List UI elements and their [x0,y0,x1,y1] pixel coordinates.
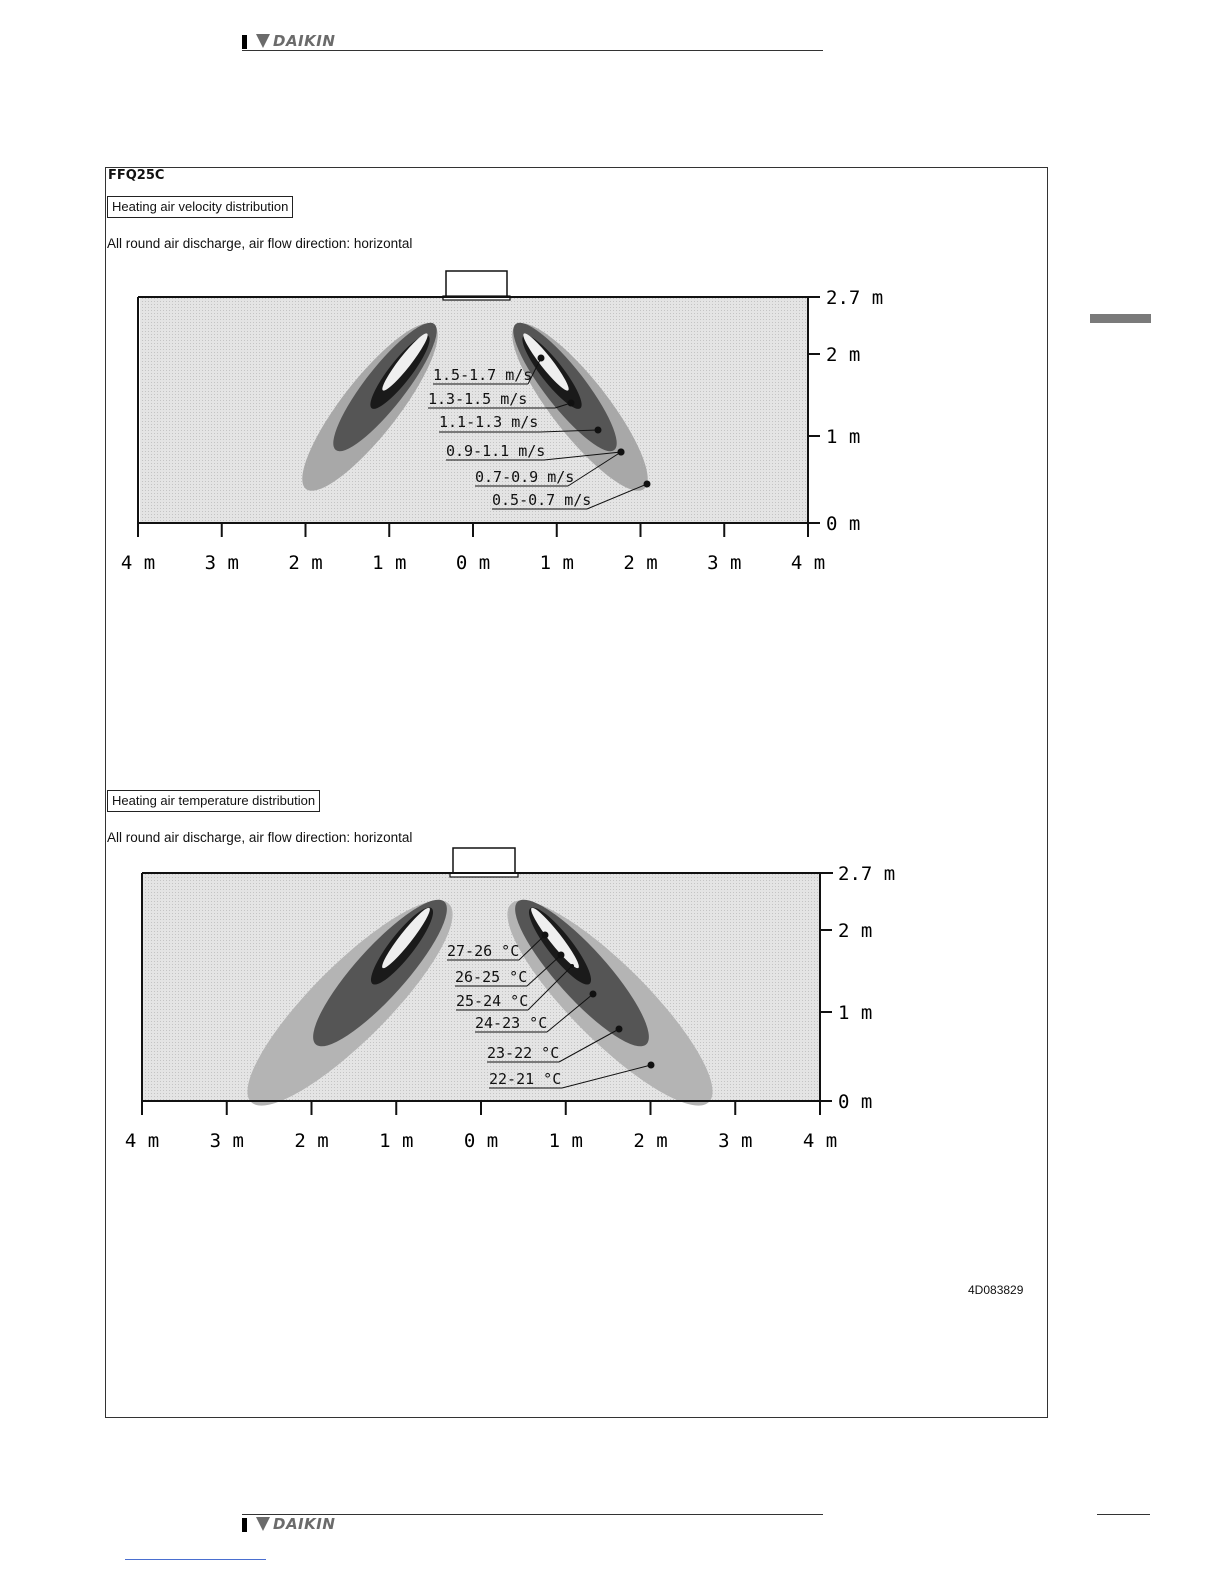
velocity-section-title: Heating air velocity distribution [107,196,293,218]
t-x-tick-label-2: 2 m [294,1130,329,1152]
v-x-tick-label-0: 4 m [120,552,156,574]
temperature-y-ticks [820,863,895,1113]
footer-side-line [1097,1514,1150,1515]
t-x-tick-label-7: 3 m [718,1130,753,1152]
t-x-tick-label-1: 3 m [209,1130,244,1152]
header-rule [242,50,823,51]
temperature-zone-4-label: 24-23 °C [475,1014,548,1032]
v-y-tick-label-1: 2 m [826,344,861,366]
v-x-tick-label-8: 4 m [790,552,826,574]
velocity-zone-6-label: 0.5-0.7 m/s [492,491,592,509]
footer-stripe [242,1518,247,1532]
t-y-tick-label-1: 2 m [838,920,873,942]
t-x-tick-label-3: 1 m [379,1130,414,1152]
velocity-zone-5-label: 0.7-0.9 m/s [475,468,575,486]
velocity-distribution-diagram [100,262,920,582]
v-x-tick-label-7: 3 m [707,552,742,574]
v-y-tick-label-0: 2.7 m [826,287,884,309]
footer-brand-text: DAIKIN [273,1515,336,1533]
model-title: FFQ25C [108,168,165,183]
header-stripe [242,35,247,49]
t-y-tick-label-2: 1 m [838,1002,873,1024]
velocity-zone-4-label: 0.9-1.1 m/s [446,442,546,460]
velocity-zone-1-label: 1.5-1.7 m/s [433,366,533,384]
velocity-zone-3-label: 1.1-1.3 m/s [439,413,539,431]
t-x-tick-label-0: 4 m [124,1130,160,1152]
indoor-unit-icon-2 [453,848,515,874]
temperature-plot-area [142,873,820,1101]
temperature-zone-5-label: 23-22 °C [487,1044,560,1062]
indoor-unit-icon [446,271,507,297]
footer-link-underline[interactable] [125,1559,266,1560]
t-y-tick-label-3: 0 m [838,1091,873,1113]
v-x-tick-label-4: 0 m [455,552,491,574]
temperature-distribution-diagram [100,838,930,1158]
t-x-tick-label-4: 0 m [463,1130,499,1152]
v-y-tick-label-2: 1 m [826,426,861,448]
daikin-logo-footer [256,1515,335,1533]
header-brand-text: DAIKIN [273,32,336,50]
t-x-tick-label-8: 4 m [802,1130,838,1152]
v-y-tick-label-3: 0 m [826,513,861,535]
t-x-tick-label-5: 1 m [548,1130,583,1152]
temperature-zone-6-label: 22-21 °C [489,1070,562,1088]
temperature-x-ticks [125,1101,837,1152]
velocity-plot-area [140,297,808,523]
velocity-x-ticks [121,523,825,574]
temperature-zone-1-label: 27-26 °C [447,942,520,960]
velocity-y-ticks [808,287,883,535]
temperature-section-title: Heating air temperature distribution [107,790,320,812]
t-x-tick-label-6: 2 m [633,1130,668,1152]
v-x-tick-label-3: 1 m [372,552,407,574]
v-x-tick-label-2: 2 m [288,552,323,574]
temperature-zone-3-label: 25-24 °C [456,992,529,1010]
velocity-section-subtitle: All round air discharge, air flow direction: horizontal [107,236,413,251]
side-tab-marker [1090,314,1151,323]
temperature-section-subtitle: All round air discharge, air flow direction: horizontal [107,830,413,845]
v-x-tick-label-1: 3 m [204,552,239,574]
velocity-zone-2-label: 1.3-1.5 m/s [428,390,528,408]
temperature-zone-2-label: 26-25 °C [455,968,528,986]
v-x-tick-label-6: 2 m [623,552,658,574]
t-y-tick-label-0: 2.7 m [838,863,896,885]
daikin-logo-icon [256,34,270,48]
document-number: 4D083829 [968,1283,1024,1297]
daikin-logo-footer-icon [256,1517,270,1531]
daikin-logo [256,32,335,50]
v-x-tick-label-5: 1 m [539,552,574,574]
